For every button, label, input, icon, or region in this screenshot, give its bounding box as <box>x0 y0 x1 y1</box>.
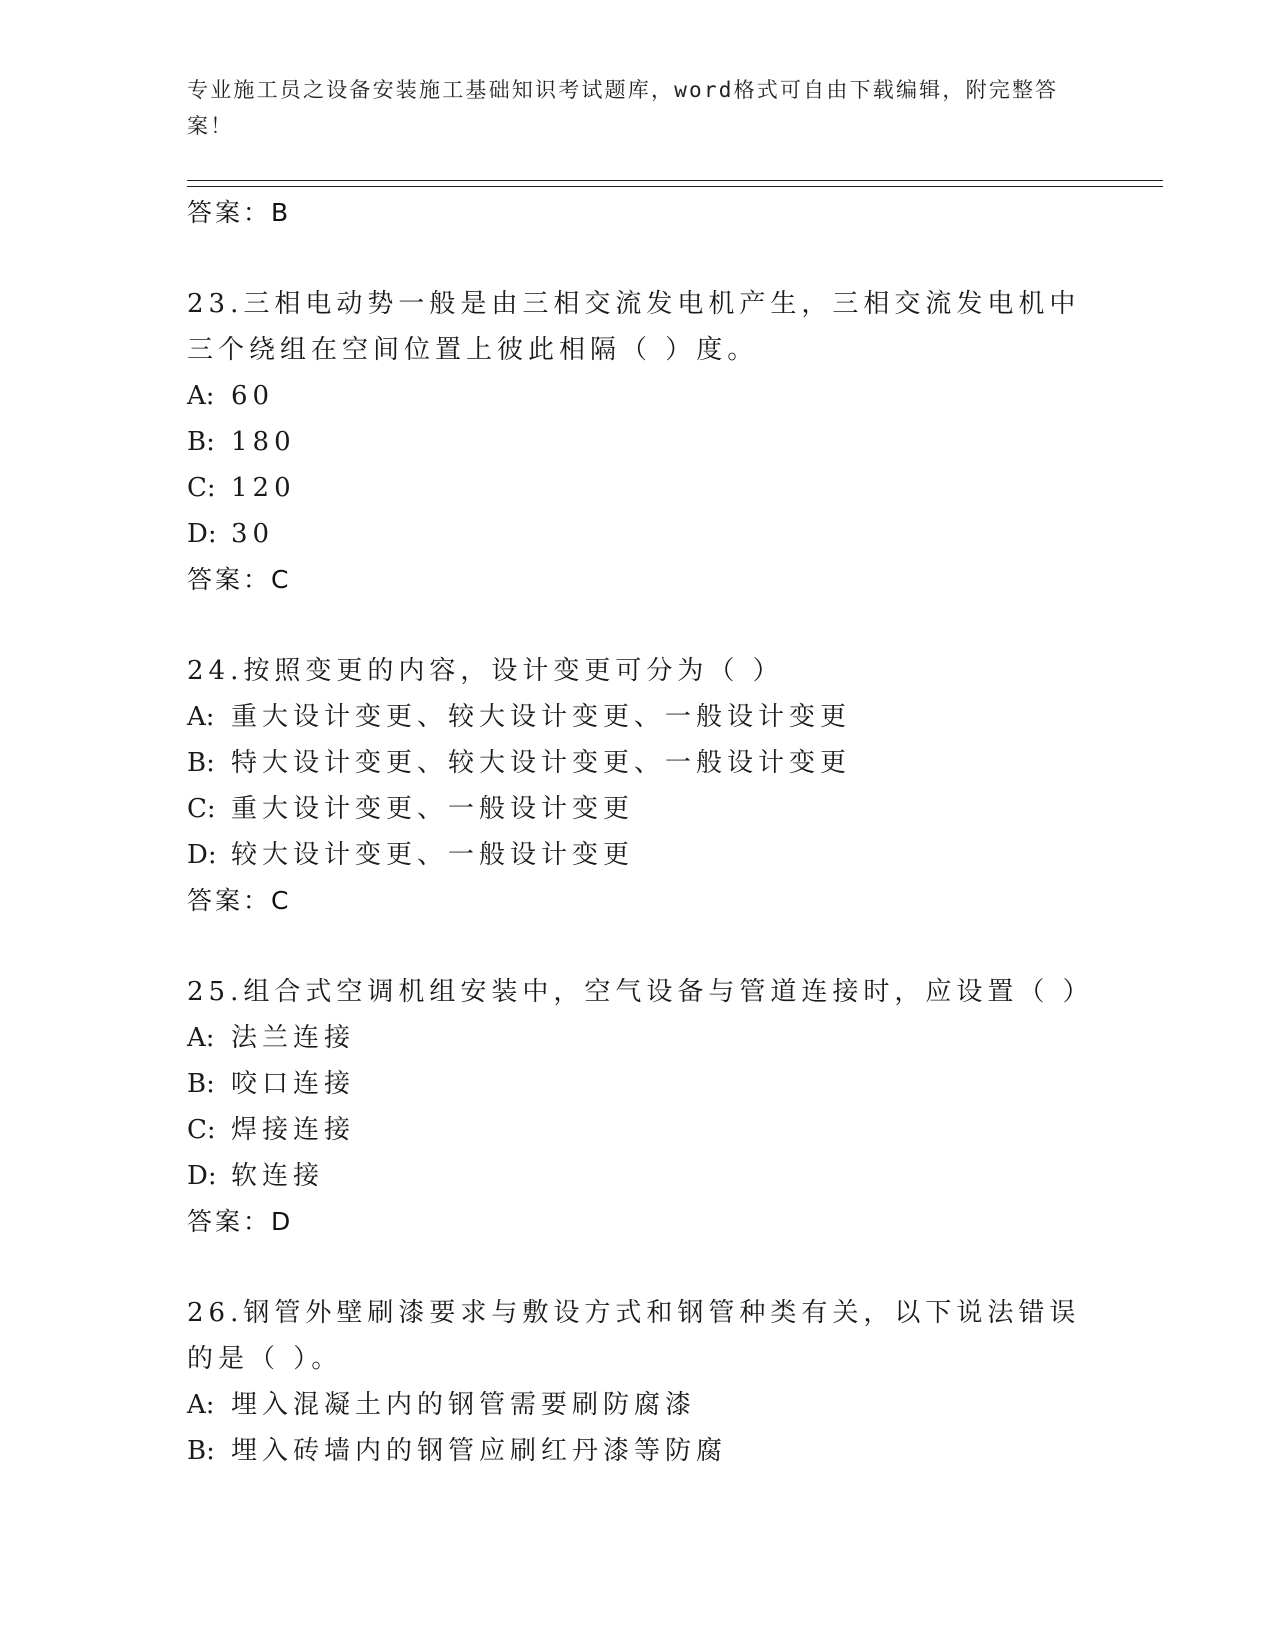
answer-label: 答案： <box>187 198 272 227</box>
option-a <box>187 373 1087 419</box>
option-text: 较大设计变更、一般设计变更 <box>231 840 635 870</box>
question-block <box>187 969 1094 1245</box>
option-text: 重大设计变更、一般设计变更 <box>231 794 635 824</box>
answer-line <box>187 878 1087 924</box>
answer-value: B <box>271 198 291 227</box>
option-a <box>187 1382 1087 1428</box>
option-d <box>187 1153 1087 1199</box>
answer-value: C <box>271 565 291 594</box>
answer-value: C <box>271 886 291 915</box>
option-key: D: <box>187 519 217 549</box>
option-text: 180 <box>231 427 296 457</box>
option-text: 埋入砖墙内的钢管应刷红丹漆等防腐 <box>231 1436 728 1466</box>
option-key: A: <box>187 381 215 411</box>
option-b <box>187 419 1087 465</box>
question-text: 26.钢管外壁刷漆要求与敷设方式和钢管种类有关，以下说法错误的是（ ）。 <box>187 1298 1081 1374</box>
option-key: A: <box>187 1390 215 1420</box>
option-text: 软连接 <box>231 1161 325 1191</box>
option-key: D: <box>187 840 217 870</box>
option-key: A: <box>187 1023 215 1053</box>
question-block <box>187 1290 1087 1474</box>
option-text: 法兰连接 <box>231 1023 356 1053</box>
option-key: C: <box>187 794 216 824</box>
option-text: 特大设计变更、较大设计变更、一般设计变更 <box>231 748 852 778</box>
option-key: B: <box>187 1436 215 1466</box>
option-text: 60 <box>231 381 275 411</box>
option-key: D: <box>187 1161 217 1191</box>
question-block <box>187 281 1087 603</box>
option-d <box>187 832 1087 878</box>
answer-value: D <box>271 1207 293 1236</box>
question-list <box>187 190 1094 1474</box>
answer-line <box>187 1199 1087 1245</box>
question-block <box>187 648 1087 924</box>
option-a <box>187 1015 1087 1061</box>
option-b <box>187 1061 1087 1107</box>
header-rule-bottom <box>187 186 1163 187</box>
option-key: C: <box>187 1115 216 1145</box>
option-text: 焊接连接 <box>231 1115 356 1145</box>
option-key: B: <box>187 427 215 457</box>
option-text: 咬口连接 <box>231 1069 356 1099</box>
document-header-title: 专业施工员之设备安装施工基础知识考试题库，word格式可自由下载编辑，附完整答案！ <box>187 78 1059 138</box>
option-key: A: <box>187 702 215 732</box>
question-text: 24.按照变更的内容，设计变更可分为（ ） <box>187 656 784 686</box>
question-text: 25.组合式空调机组安装中，空气设备与管道连接时，应设置（ ） <box>187 977 1094 1007</box>
option-text: 埋入混凝土内的钢管需要刷防腐漆 <box>231 1390 697 1420</box>
answer-label: 答案： <box>187 1207 272 1236</box>
answer-line <box>187 190 1087 236</box>
option-c <box>187 786 1087 832</box>
answer-line <box>187 557 1087 603</box>
option-key: B: <box>187 1069 215 1099</box>
answer-label: 答案： <box>187 565 272 594</box>
option-c <box>187 465 1087 511</box>
option-text: 30 <box>231 519 275 549</box>
answer-label: 答案： <box>187 886 272 915</box>
option-text: 重大设计变更、较大设计变更、一般设计变更 <box>231 702 852 732</box>
option-key: C: <box>187 473 216 503</box>
question-text: 23.三相电动势一般是由三相交流发电机产生，三相交流发电机中三个绕组在空间位置上彼此相隔（ ）度。 <box>187 289 1081 365</box>
option-text: 120 <box>231 473 296 503</box>
option-key: B: <box>187 748 215 778</box>
option-c <box>187 1107 1087 1153</box>
option-d <box>187 511 1087 557</box>
option-b <box>187 740 1087 786</box>
option-a <box>187 694 1087 740</box>
header-rule-top <box>187 180 1163 181</box>
option-b <box>187 1428 1087 1474</box>
